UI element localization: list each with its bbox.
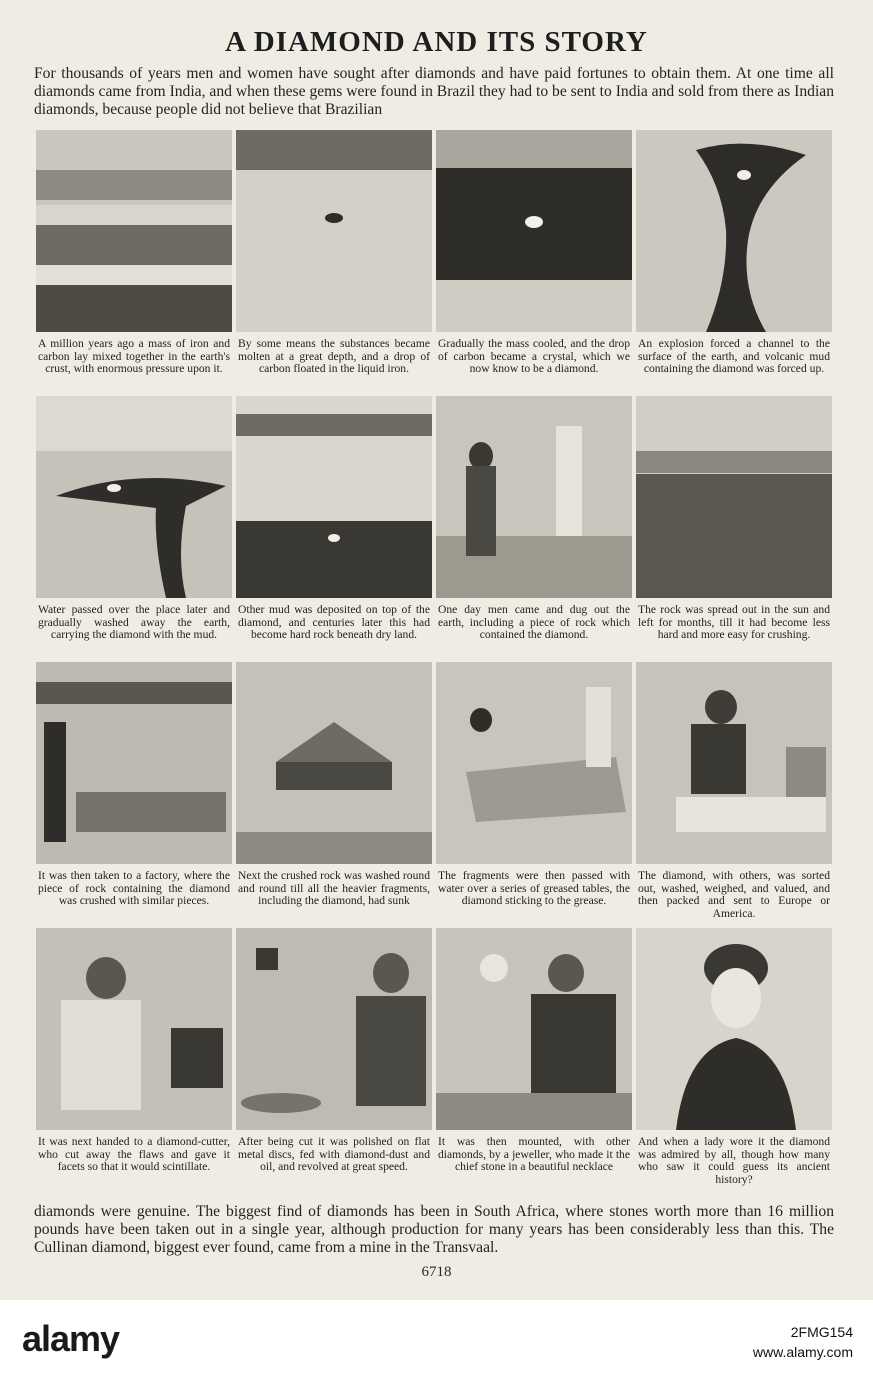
illustration-row — [36, 130, 834, 392]
illustration-image — [236, 130, 432, 332]
panel-caption: It was then mounted, with other diamonds, by a jeweller, who made it the chief stone in a beautiful necklace — [438, 1135, 630, 1174]
panel-jeweller — [436, 928, 632, 1190]
panel-volcanic-channel — [636, 130, 832, 392]
panel-factory-crushing — [36, 662, 232, 924]
panel-lady-necklace — [636, 928, 832, 1190]
illustration-row — [36, 662, 834, 924]
illustration-image — [636, 928, 832, 1130]
panel-caption: By some means the substances became molten at a great depth, and a drop of carbon floated in the liquid iron. — [238, 337, 430, 376]
image-id: 2FMG154 — [790, 1324, 853, 1340]
watermark-bar — [0, 1300, 873, 1390]
illustration-image — [636, 662, 832, 864]
panel-caption: It was next handed to a diamond-cutter, who cut away the flaws and gave it facets so that it would scintillate. — [38, 1135, 230, 1174]
panel-caption: One day men came and dug out the earth, including a piece of rock which contained the diamond. — [438, 603, 630, 642]
panel-rock-spread — [636, 396, 832, 658]
panel-polishing — [236, 928, 432, 1190]
illustration-image — [36, 396, 232, 598]
illustration-image — [636, 130, 832, 332]
illustration-row — [36, 396, 834, 658]
panel-caption: After being cut it was polished on flat metal discs, fed with diamond-dust and oil, and revolved at great speed. — [238, 1135, 430, 1174]
panel-men-digging — [436, 396, 632, 658]
panel-caption: An explosion forced a channel to the surface of the earth, and volcanic mud containing the diamond was forced up. — [638, 337, 830, 376]
panel-caption: And when a lady wore it the diamond was admired by all, though how many who saw it could guess its ancient history? — [638, 1135, 830, 1186]
illustration-image — [36, 130, 232, 332]
panel-crust-layers — [36, 130, 232, 392]
panel-caption: Gradually the mass cooled, and the drop of carbon became a crystal, which we now know to be a diamond. — [438, 337, 630, 376]
illustration-image — [436, 662, 632, 864]
panel-caption: The diamond, with others, was sorted out, washed, weighed, and valued, and then packed and sent to Europe or America. — [638, 869, 830, 920]
panel-caption: The rock was spread out in the sun and left for months, till it had become less hard and more easy for crushing. — [638, 603, 830, 642]
closing-paragraph: diamonds were genuine. The biggest find of diamonds has been in South Africa, where stones worth more than 16 million pounds have been taken out in a single year, although production for many years has been considerably less than this. The Cullinan diamond, biggest ever found, came from a mine in the Transvaal. — [34, 1203, 834, 1256]
panel-caption: The fragments were then passed with water over a series of greased tables, the diamond sticking to the grease. — [438, 869, 630, 908]
brand-logo: alamy — [22, 1318, 120, 1359]
image-reference — [753, 1322, 853, 1362]
panel-greased-tables — [436, 662, 632, 924]
illustration-image — [436, 928, 632, 1130]
panel-washing-pan — [236, 662, 432, 924]
panel-crystal — [436, 130, 632, 392]
illustration-image — [236, 662, 432, 864]
illustration-image — [636, 396, 832, 598]
site-url: www.alamy.com — [752, 1344, 853, 1360]
article-title: A DIAMOND AND ITS STORY — [225, 26, 648, 58]
panel-caption: Water passed over the place later and gradually washed away the earth, carrying the diamond with the mud. — [38, 603, 230, 642]
panel-water-washing — [36, 396, 232, 658]
panel-deposited-mud — [236, 396, 432, 658]
page-number: 6718 — [421, 1264, 452, 1280]
illustration-image — [236, 928, 432, 1130]
panel-caption: It was then taken to a factory, where the piece of rock containing the diamond was crushed with similar pieces. — [38, 869, 230, 908]
panel-sorting — [636, 662, 832, 924]
illustration-image — [236, 396, 432, 598]
illustration-image — [36, 662, 232, 864]
illustration-row — [36, 928, 834, 1190]
illustration-image — [436, 130, 632, 332]
panel-diamond-cutter — [36, 928, 232, 1190]
panel-caption: Other mud was deposited on top of the diamond, and centuries later this had become hard rock beneath dry land. — [238, 603, 430, 642]
panel-caption: A million years ago a mass of iron and carbon lay mixed together in the earth's crust, with enormous pressure upon it. — [38, 337, 230, 376]
panel-caption: Next the crushed rock was washed round and round till all the heavier fragments, including the diamond, had sunk — [238, 869, 430, 908]
illustration-image — [436, 396, 632, 598]
intro-paragraph: For thousands of years men and women have sought after diamonds and have paid fortunes to obtain them. At one time all diamonds came from India, and when these gems were found in Brazil they had to be sent to India and sold from there as Indian diamonds, because people did not believe that Brazilian — [34, 65, 834, 118]
panel-molten-carbon — [236, 130, 432, 392]
illustration-image — [36, 928, 232, 1130]
